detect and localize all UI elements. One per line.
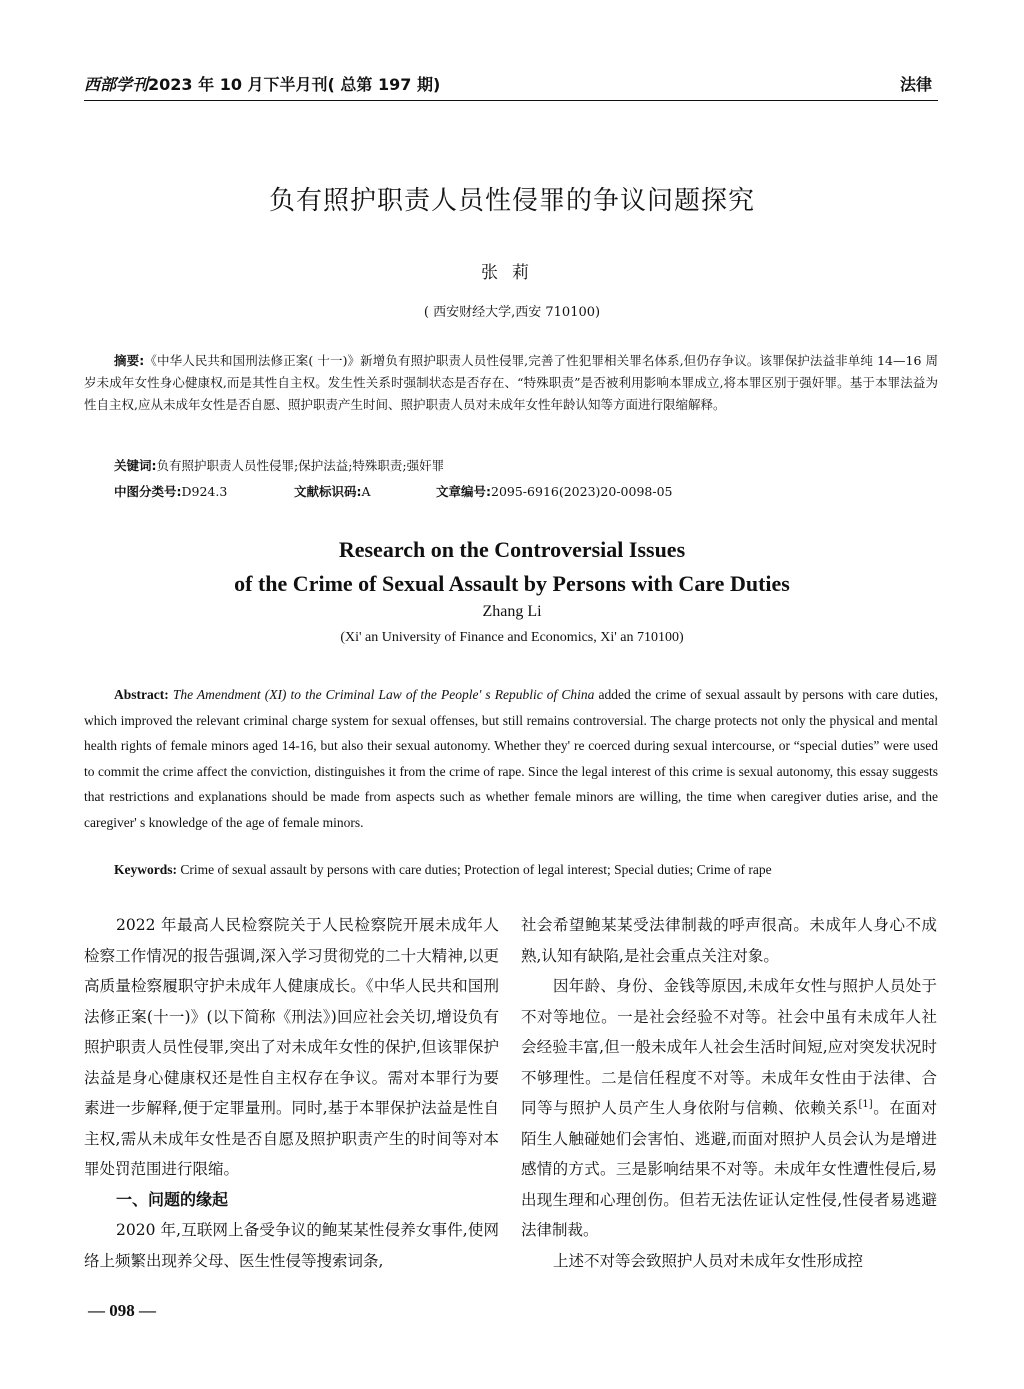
article-value: 2095-6916(2023)20-0098-05 (491, 484, 673, 499)
clc-value: D924.3 (181, 484, 228, 499)
page-number: — 098 — (88, 1301, 156, 1320)
journal-issue: 2023 年 10 月下半月刊( 总第 197 期) (148, 75, 441, 94)
citation-ref: [1] (858, 1098, 873, 1110)
abstract-cn (84, 350, 938, 416)
body-column-left (84, 910, 499, 1276)
abstract-en (84, 682, 938, 835)
keywords-en-label: Keywords: (114, 862, 177, 877)
body-paragraph: 社会希望鲍某某受法律制裁的呼声很高。未成年人身心不成熟,认知有缺陷,是社会重点关注对象。 (521, 916, 937, 965)
author-cn: 张莉 (481, 263, 543, 283)
paper-title-cn: 负有照护职责人员性侵罪的争议问题探究 (268, 186, 755, 216)
abstract-en-label: Abstract: (114, 687, 169, 702)
keywords-en-text: Crime of sexual assault by persons with care duties; Protection of legal interest; Special duties; Crime of rape (180, 862, 772, 877)
section-label: 法律 (899, 75, 932, 94)
affiliation-cn: ( 西安财经大学,西安 710100) (423, 305, 601, 320)
keywords-cn-label: 关键词: (114, 458, 157, 473)
author-en: Zhang Li (482, 603, 542, 620)
abstract-cn-text: 《中华人民共和国刑法修正案( 十一)》新增负有照护职责人员性侵罪,完善了性犯罪相关罪名体系,但仍存争议。该罪保护法益非单纯 14—16 周岁未成年女性身心健康权,而是其性自主权。发生性关系时强制状态是否存在、“特殊职责”是否被利用影响本罪成立,将本罪区别于强奸罪。基于本罪法益为性自主权,应从未成年女性是否自愿、照护职责产生时间、照护职责人员对未成年女性年龄认知等方面进行限缩解释。 (84, 353, 938, 412)
title-en-line1: Research on the Controversial Issues (338, 537, 686, 562)
header-divider (84, 100, 938, 101)
keywords-en (114, 862, 772, 878)
journal-header (84, 72, 440, 95)
title-en-line2: of the Crime of Sexual Assault by Persons with Care Duties (234, 571, 790, 596)
clc-code (114, 482, 294, 500)
article-number (436, 482, 672, 500)
clc-label: 中图分类号: (114, 484, 182, 499)
article-label: 文章编号: (436, 484, 491, 499)
keywords-cn-text: 负有照护职责人员性侵罪;保护法益;特殊职责;强奸罪 (156, 458, 445, 473)
journal-logo: 西部学刊 (84, 75, 149, 94)
body-paragraph: 2022 年最高人民检察院关于人民检察院开展未成年人检察工作情况的报告强调,深入学习贯彻党的二十大精神,以更高质量检察履职守护未成年人健康成长。《中华人民共和国刑法修正案(十一)》(以下简称《刑法》)回应社会关切,增设负有照护职责人员性侵罪,突出了对未成年女性的保护,但该罪保护法益是身心健康权还是性自主权存在争议。需对本罪行为要素进一步解释,便于定罪量刑。同时,基于本罪保护法益是性自主权,需从未成年女性是否自愿及照护职责产生的时间等对本罪处罚范围进行限缩。 (84, 916, 499, 1178)
abstract-cn-label: 摘要: (114, 353, 145, 368)
body-column-right (521, 910, 937, 1276)
doc-value: A (361, 484, 371, 499)
body-paragraph: 2020 年,互联网上备受争议的鲍某某性侵养女事件,使网络上频繁出现养父母、医生性侵等搜索词条, (84, 1221, 499, 1270)
section-heading: 一、问题的缘起 (116, 1189, 229, 1209)
body-text: 。在面对陌生人触碰她们会害怕、逃避,而面对照护人员会认为是增进感情的方式。三是影响结果不对等。未成年女性遭性侵后,易出现生理和心理创伤。但若无法佐证认定性侵,性侵者易逃避法律制裁。 (521, 1099, 937, 1239)
affiliation-en: (Xi' an University of Finance and Economics, Xi' an 710100) (340, 630, 684, 645)
body-text: 因年龄、身份、金钱等原因,未成年女性与照护人员处于不对等地位。一是社会经验不对等。社会中虽有未成年人社会经验丰富,但一般未成年人社会生活时间短,应对突发状况时不够理性。二是信任程度不对等。未成年女性由于法律、合同等与照护人员产生人身依附与信赖、依赖关系 (521, 977, 937, 1117)
doc-label: 文献标识码: (294, 484, 362, 499)
body-paragraph: 上述不对等会致照护人员对未成年女性形成控 (553, 1251, 864, 1270)
classification-row (114, 482, 914, 500)
paper-title-en (0, 533, 1024, 601)
keywords-cn (114, 456, 444, 474)
body-paragraph (521, 971, 937, 1246)
abstract-en-text: added the crime of sexual assault by persons with care duties, which improved the relevant criminal charge system for sexual offenses, but still remains controversial. The charge protects not only the physical and mental health rights of female minors aged 14-16, but also their sexual autonomy. Whether they' re coerced during sexual intercourse, or “special duties” were used to commit the crime affect the conviction, distinguishes it from the crime of rape. Since the legal interest of this crime is sexual autonomy, this essay suggests that restrictions and explanations should be made from aspects such as whether female minors are willing, the time when caregiver duties arise, and the caregiver' s knowledge of the age of female minors. (84, 687, 938, 830)
abstract-en-italic: The Amendment (XI) to the Criminal Law of the People' s Republic of China (172, 687, 595, 702)
document-code (294, 482, 436, 500)
